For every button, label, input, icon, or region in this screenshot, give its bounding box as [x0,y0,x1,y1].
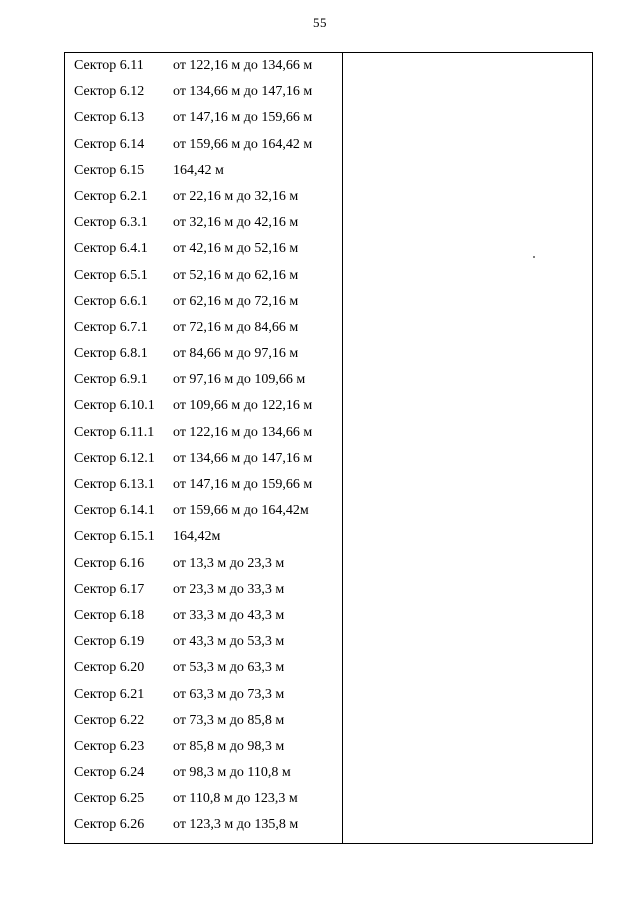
table-row [65,79,342,105]
distance-range-cell: от 13,3 м до 23,3 м [173,555,285,571]
table-row [65,315,342,341]
distance-range-cell: от 122,16 м до 134,66 м [173,58,313,73]
table-row [65,393,342,419]
table-row [65,236,342,262]
table-row [65,446,342,472]
distance-range-cell: от 159,66 м до 164,42 м [173,136,313,152]
distance-range-cell: от 159,66 м до 164,42м [173,503,309,519]
sector-name-cell: Сектор 6.15.1 [74,529,155,545]
table-row [65,158,342,184]
scan-speck [533,256,535,258]
sector-name-cell: Сектор 6.11 [74,58,144,73]
table-row [65,341,342,367]
table-row [65,210,342,236]
distance-range-cell: от 85,8 м до 98,3 м [173,738,285,754]
table-row [65,472,342,498]
distance-range-cell: от 62,16 м до 72,16 м [173,293,299,309]
distance-range-cell: от 42,16 м до 52,16 м [173,241,299,257]
distance-range-cell: от 123,3 м до 135,8 м [173,817,299,833]
sector-name-cell: Сектор 6.12 [74,84,145,100]
sector-name-cell: Сектор 6.8.1 [74,346,148,362]
sector-name-cell: Сектор 6.3.1 [74,215,148,231]
page-number: 55 [313,15,327,30]
table-row [65,367,342,393]
distance-range-cell: от 72,16 м до 84,66 м [173,319,299,335]
column-divider [342,53,343,843]
sector-name-cell: Сектор 6.7.1 [74,319,148,335]
table-row [65,577,342,603]
distance-range-cell: от 52,16 м до 62,16 м [173,267,299,283]
sector-name-cell: Сектор 6.23 [74,738,145,754]
sector-name-cell: Сектор 6.11.1 [74,424,155,440]
sector-name-cell: Сектор 6.19 [74,634,145,650]
sector-name-cell: Сектор 6.15 [74,162,145,178]
distance-range-cell: от 23,3 м до 33,3 м [173,581,285,597]
distance-range-cell: от 134,66 м до 147,16 м [173,84,313,100]
table-row [65,760,342,786]
distance-range-cell: 164,42м [173,529,221,545]
table-row [65,629,342,655]
distance-range-cell: от 63,3 м до 73,3 м [173,686,285,702]
table-row [65,682,342,708]
table-row [65,603,342,629]
distance-range-cell: от 53,3 м до 63,3 м [173,660,285,676]
sector-name-cell: Сектор 6.14.1 [74,503,155,519]
sector-name-cell: Сектор 6.18 [74,607,145,623]
distance-range-cell: от 73,3 м до 85,8 м [173,712,285,728]
table-row [65,420,342,446]
distance-range-cell: от 147,16 м до 159,66 м [173,477,313,492]
sector-name-cell: Сектор 6.25 [74,791,145,807]
sector-name-cell: Сектор 6.24 [74,765,145,781]
table-row [65,132,342,158]
table-body [65,53,342,839]
sector-name-cell: Сектор 6.9.1 [74,372,148,388]
table-row [65,551,342,577]
sector-name-cell: Сектор 6.26 [74,817,145,833]
sector-name-cell: Сектор 6.13 [74,110,145,126]
sector-name-cell: Сектор 6.14 [74,136,145,152]
sector-name-cell: Сектор 6.21 [74,686,145,702]
sector-name-cell: Сектор 6.10.1 [74,398,155,414]
distance-range-cell: от 43,3 м до 53,3 м [173,634,285,650]
distance-range-cell: от 134,66 м до 147,16 м [173,450,313,466]
table-row [65,655,342,681]
distance-range-cell: от 109,66 м до 122,16 м [173,398,313,414]
sector-name-cell: Сектор 6.17 [74,581,145,597]
sector-name-cell: Сектор 6.5.1 [74,267,148,283]
table-row [65,812,342,838]
sector-name-cell: Сектор 6.22 [74,712,145,728]
sector-name-cell: Сектор 6.20 [74,660,145,676]
sector-name-cell: Сектор 6.16 [74,555,145,571]
table-row [65,786,342,812]
distance-range-cell: от 84,66 м до 97,16 м [173,346,299,362]
distance-range-cell: от 122,16 м до 134,66 м [173,424,313,440]
sector-name-cell: Сектор 6.4.1 [74,241,148,257]
distance-range-cell: от 32,16 м до 42,16 м [173,215,299,231]
sector-name-cell: Сектор 6.12.1 [74,450,155,466]
table-row [65,524,342,550]
distance-range-cell: 164,42 м [173,162,224,178]
table-row [65,498,342,524]
distance-range-cell: от 33,3 м до 43,3 м [173,607,285,623]
distance-range-cell: от 98,3 м до 110,8 м [173,765,291,781]
distance-range-cell: от 22,16 м до 32,16 м [173,188,299,204]
table-row [65,708,342,734]
table-row [65,263,342,289]
distance-range-cell: от 147,16 м до 159,66 м [173,110,313,126]
sector-name-cell: Сектор 6.2.1 [74,188,148,204]
table-row [65,184,342,210]
table-row [65,734,342,760]
distance-range-cell: от 110,8 м до 123,3 м [173,791,298,807]
table-row [65,53,342,79]
sector-name-cell: Сектор 6.6.1 [74,293,148,309]
table-row [65,289,342,315]
sector-table [64,52,593,844]
table-row [65,105,342,131]
distance-range-cell: от 97,16 м до 109,66 м [173,372,306,388]
sector-name-cell: Сектор 6.13.1 [74,477,155,492]
